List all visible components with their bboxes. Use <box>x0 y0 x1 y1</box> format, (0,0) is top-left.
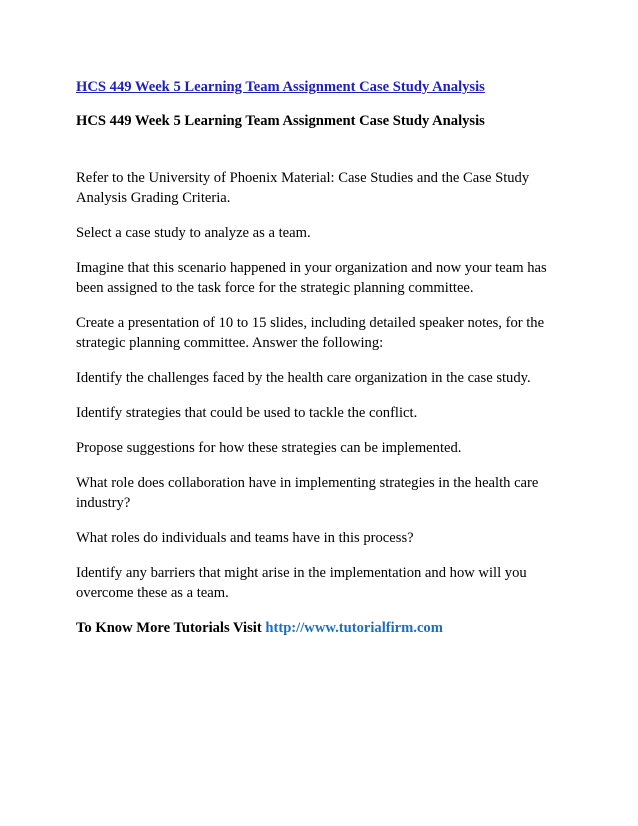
paragraph: Imagine that this scenario happened in your organization and now your team has been assigned to the task force for the strategic planning committee. <box>76 260 547 296</box>
paragraph: Identify the challenges faced by the health care organization in the case study. <box>76 370 531 386</box>
paragraph: Select a case study to analyze as a team. <box>76 225 311 241</box>
paragraph: What role does collaboration have in implementing strategies in the health care industry? <box>76 475 539 511</box>
paragraph: Create a presentation of 10 to 15 slides, including detailed speaker notes, for the strategic planning committee. Answer the following: <box>76 315 545 351</box>
paragraph: What roles do individuals and teams have in this process? <box>76 530 414 546</box>
footer-prefix: To Know More Tutorials Visit <box>76 620 262 636</box>
paragraph: Propose suggestions for how these strategies can be implemented. <box>76 440 462 456</box>
paragraph: Refer to the University of Phoenix Material: Case Studies and the Case Study Analysis Grading Criteria. <box>76 170 530 206</box>
document-body <box>76 77 566 638</box>
tutorial-site-link[interactable]: http://www.tutorialfirm.com <box>265 620 443 636</box>
paragraph: Identify any barriers that might arise in the implementation and how will you overcome these as a team. <box>76 565 527 601</box>
paragraph: Identify strategies that could be used to tackle the conflict. <box>76 405 418 421</box>
footer-line <box>76 618 566 638</box>
title-link[interactable]: HCS 449 Week 5 Learning Team Assignment Case Study Analysis <box>76 79 485 95</box>
document-heading: HCS 449 Week 5 Learning Team Assignment Case Study Analysis <box>76 113 485 129</box>
